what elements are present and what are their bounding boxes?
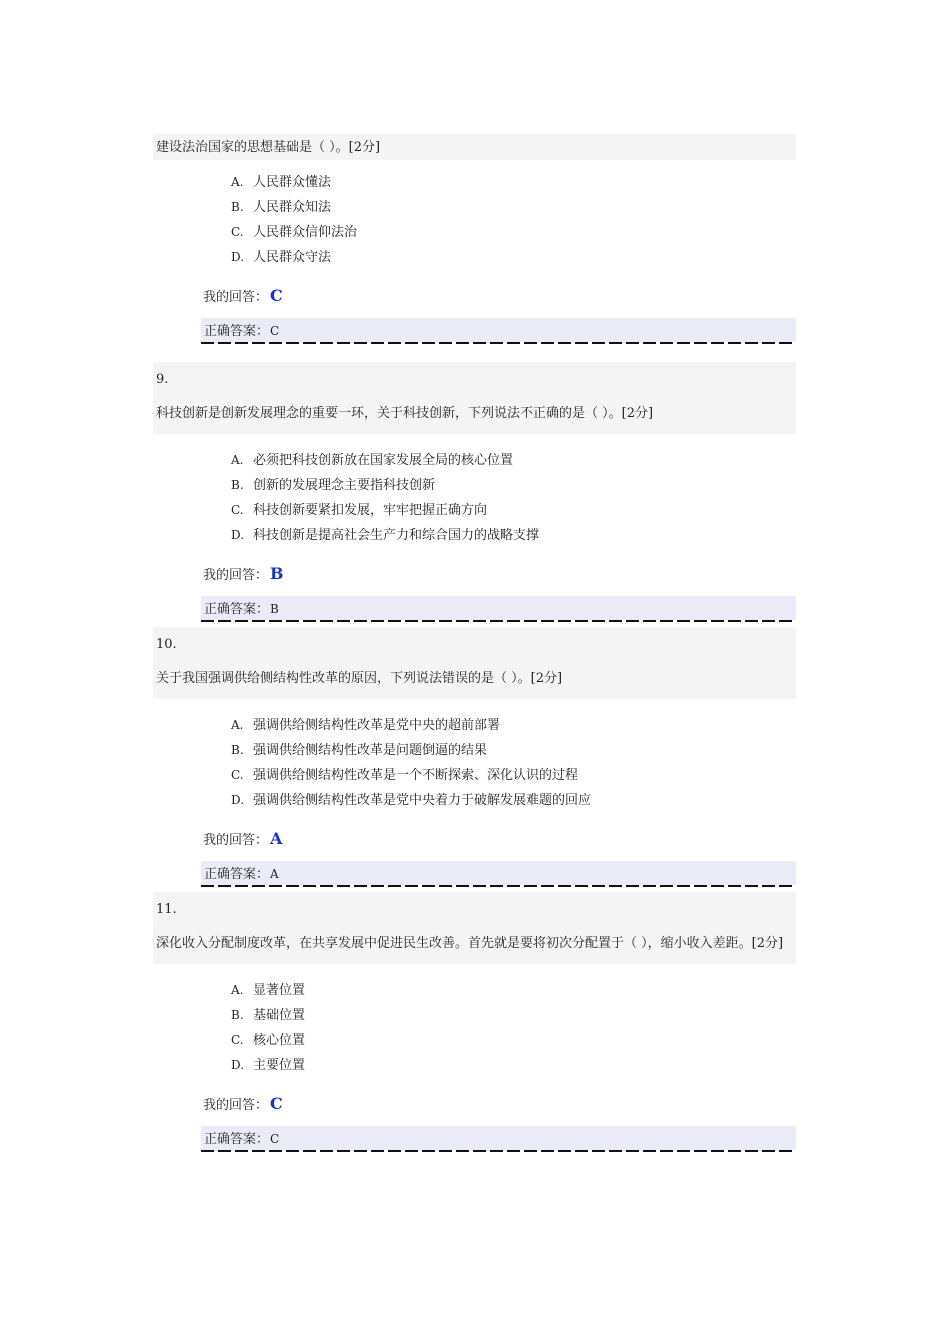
question-header: [153, 134, 796, 160]
option-item[interactable]: C. 人民群众信仰法治: [231, 225, 358, 240]
my-answer-label: 我的回答：: [203, 833, 269, 848]
correct-answer-value: A: [270, 867, 279, 881]
my-answer-value: B: [270, 564, 284, 583]
question-number: 11.: [156, 902, 177, 917]
my-answer-label: 我的回答：: [203, 1098, 269, 1113]
correct-answer: [201, 596, 796, 620]
question-block: [153, 362, 796, 620]
option-item[interactable]: B. 强调供给侧结构性改革是问题倒逼的结果: [231, 743, 488, 758]
option-item[interactable]: B. 创新的发展理念主要指科技创新: [231, 478, 436, 493]
question-header: [153, 892, 796, 964]
my-answer: [203, 563, 796, 585]
option-item[interactable]: C. 核心位置: [231, 1033, 306, 1048]
correct-answer: [201, 1126, 796, 1150]
my-answer: [203, 1093, 796, 1115]
question-text: 关于我国强调供给侧结构性改革的原因，下列说法错误的是（ ）。[2分]: [156, 671, 563, 686]
option-item[interactable]: D. 强调供给侧结构性改革是党中央着力于破解发展难题的回应: [231, 793, 592, 808]
my-answer-label: 我的回答：: [203, 568, 269, 583]
question-block: [153, 892, 796, 1150]
option-item[interactable]: B. 基础位置: [231, 1008, 306, 1023]
question-text: 深化收入分配制度改革，在共享发展中促进民生改善。首先就是要将初次分配置于（ ），缩小收入差距。[2分]: [156, 936, 784, 951]
option-item[interactable]: B. 人民群众知法: [231, 200, 332, 215]
option-item[interactable]: C. 强调供给侧结构性改革是一个不断探索、深化认识的过程: [231, 768, 579, 783]
my-answer: [203, 828, 796, 850]
dashed-divider: [201, 342, 796, 344]
my-answer-value: C: [270, 1094, 283, 1113]
dashed-divider: [201, 1150, 796, 1152]
correct-answer-label: 正确答案：: [204, 867, 270, 882]
dashed-divider: [201, 885, 796, 887]
option-list: [231, 448, 796, 548]
dashed-divider: [201, 620, 796, 622]
correct-answer: [201, 861, 796, 885]
question-header: [153, 627, 796, 699]
option-item[interactable]: D. 科技创新是提高社会生产力和综合国力的战略支撑: [231, 528, 540, 543]
my-answer: [203, 285, 796, 307]
question-block: [153, 134, 796, 342]
option-item[interactable]: D. 人民群众守法: [231, 250, 332, 265]
option-list: [231, 978, 796, 1078]
question-number: 10.: [156, 637, 177, 652]
correct-answer-label: 正确答案：: [204, 324, 270, 339]
question-text: 科技创新是创新发展理念的重要一环，关于科技创新，下列说法不正确的是（ ）。[2分]: [156, 406, 654, 421]
my-answer-label: 我的回答：: [203, 290, 269, 305]
question-number: 9.: [156, 372, 169, 387]
option-item[interactable]: A. 必须把科技创新放在国家发展全局的核心位置: [231, 453, 514, 468]
option-item[interactable]: C. 科技创新要紧扣发展，牢牢把握正确方向: [231, 503, 488, 518]
option-list: [231, 713, 796, 813]
option-item[interactable]: A. 强调供给侧结构性改革是党中央的超前部署: [231, 718, 501, 733]
question-header: [153, 362, 796, 434]
option-list: [231, 170, 796, 270]
question-block: [153, 627, 796, 885]
my-answer-value: A: [270, 829, 283, 848]
option-item[interactable]: D. 主要位置: [231, 1058, 306, 1073]
correct-answer-value: B: [270, 602, 279, 616]
correct-answer: [201, 318, 796, 342]
option-item[interactable]: A. 显著位置: [231, 983, 306, 998]
my-answer-value: C: [270, 286, 283, 305]
question-text: 建设法治国家的思想基础是（ ）。[2分]: [156, 140, 381, 155]
correct-answer-value: C: [270, 324, 280, 338]
correct-answer-value: C: [270, 1132, 280, 1146]
correct-answer-label: 正确答案：: [204, 602, 270, 617]
option-item[interactable]: A. 人民群众懂法: [231, 175, 332, 190]
correct-answer-label: 正确答案：: [204, 1132, 270, 1147]
